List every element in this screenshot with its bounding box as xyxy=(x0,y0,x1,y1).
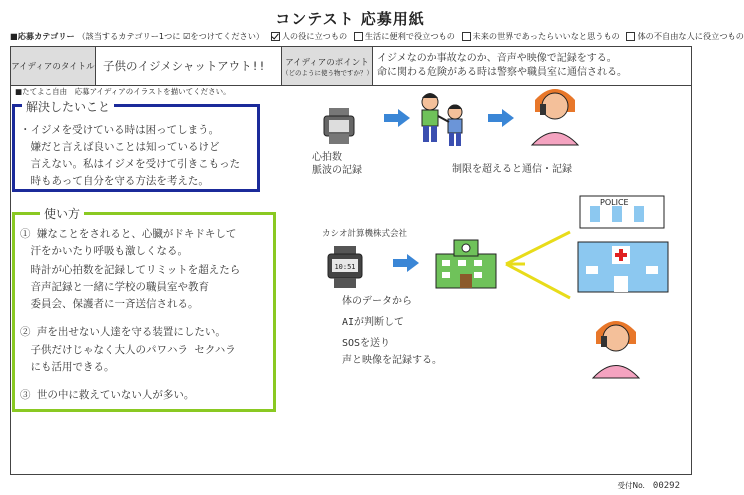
category-option-3: 体の不自由な人に役立つもの xyxy=(637,31,744,41)
usage-heading: 使い方 xyxy=(40,205,84,222)
illustration-label: ■たてよこ自由 応募アイディアのイラストを描いてください。 xyxy=(15,87,231,96)
usage-line-4: 委員会、保護者に一斉送信される。 xyxy=(20,298,199,310)
police-sign: POLICE xyxy=(600,198,629,207)
watch-display: 10:51 xyxy=(334,263,356,271)
category-option-2: 未来の世界であったらいいなと思うもの xyxy=(472,31,620,41)
category-label: ■応募カテゴリー xyxy=(10,31,75,41)
ai-note-1: AIが判断して xyxy=(342,317,405,328)
usage-line-2: 時計が心拍数を記録してリミットを超えたら xyxy=(20,264,241,276)
hospital-building-icon xyxy=(578,242,668,292)
arrow-right-icon-1 xyxy=(384,109,410,127)
limit-note: 制限を超えると通信・記録 xyxy=(452,164,572,175)
usage-line-1: 汗をかいたり呼吸も激しくなる。 xyxy=(20,245,188,257)
category-note: （該当するカテゴリー1つに ☑をつけてください） xyxy=(77,31,265,41)
idea-point-line-1: 命に関わる危険がある時は警察や職員室に通信される。 xyxy=(377,67,627,78)
usage-line-3: 音声記録と一緒に学校の職員室や教育 xyxy=(20,281,209,293)
arrow-right-icon-2 xyxy=(488,109,514,127)
watch-icon-top xyxy=(324,108,354,144)
category-option-0: 人の役に立つもの xyxy=(281,31,348,41)
solve-line-2: 言えない。私はイジメを受けて引きこもった xyxy=(20,158,241,170)
idea-point-label: アイディアのポイント （どのように使う物ですか？） xyxy=(281,47,373,85)
idea-title-value: 子供のイジメシャットアウト!! xyxy=(103,59,266,73)
mother-on-phone-icon-top xyxy=(532,89,578,145)
idea-title-label: アイディアのタイトル xyxy=(11,47,96,85)
ai-note-0: 体のデータから xyxy=(342,296,412,307)
usage-line-6: 子供だけじゃなく大人のパワハラ セクハラ xyxy=(20,344,236,356)
usage-line-8: ③ 世の中に救えていない人が多い。 xyxy=(20,389,195,401)
solve-heading: 解決したいこと xyxy=(22,98,114,115)
ai-note-3: 声と映像を記録する。 xyxy=(342,355,442,366)
arrow-right-icon-3 xyxy=(393,254,419,272)
usage-line-0: ① 嫌なことをされると、心臓がドキドキして xyxy=(20,228,237,240)
idea-point-line-0: イジメなのか事故なのか、音声や映像で記録をする。 xyxy=(377,53,617,64)
solve-line-1: 嫌だと言えば良いことは知っているけど xyxy=(20,141,220,153)
form-title: コンテスト 応募用紙 xyxy=(275,10,425,28)
receipt-label: 受付No. xyxy=(617,481,645,490)
bullying-children-icon xyxy=(422,93,462,146)
usage-line-5: ② 声を出せない人達を守る装置にしたい。 xyxy=(20,326,226,338)
heart-rate-label: 心拍数 xyxy=(312,152,342,163)
ai-note-2: SOSを送り xyxy=(342,338,391,349)
casio-label: カシオ計算機株式会社 xyxy=(322,229,408,239)
school-building-icon xyxy=(436,240,496,288)
pulse-record-label: 脈波の記録 xyxy=(312,165,362,176)
mother-on-phone-icon-bottom xyxy=(593,321,639,378)
usage-line-7: にも活用できる。 xyxy=(20,361,115,373)
category-option-1: 生活に便利で役立つもの xyxy=(364,31,455,41)
solve-line-3: 時もあって自分を守る方法を考えた。 xyxy=(20,175,209,187)
yellow-signal-arrow-icon xyxy=(506,232,570,298)
receipt-value: 00292 xyxy=(652,481,680,491)
solve-line-0: ・イジメを受けている時は困ってしまう。 xyxy=(20,124,220,136)
receipt-number xyxy=(617,480,680,491)
